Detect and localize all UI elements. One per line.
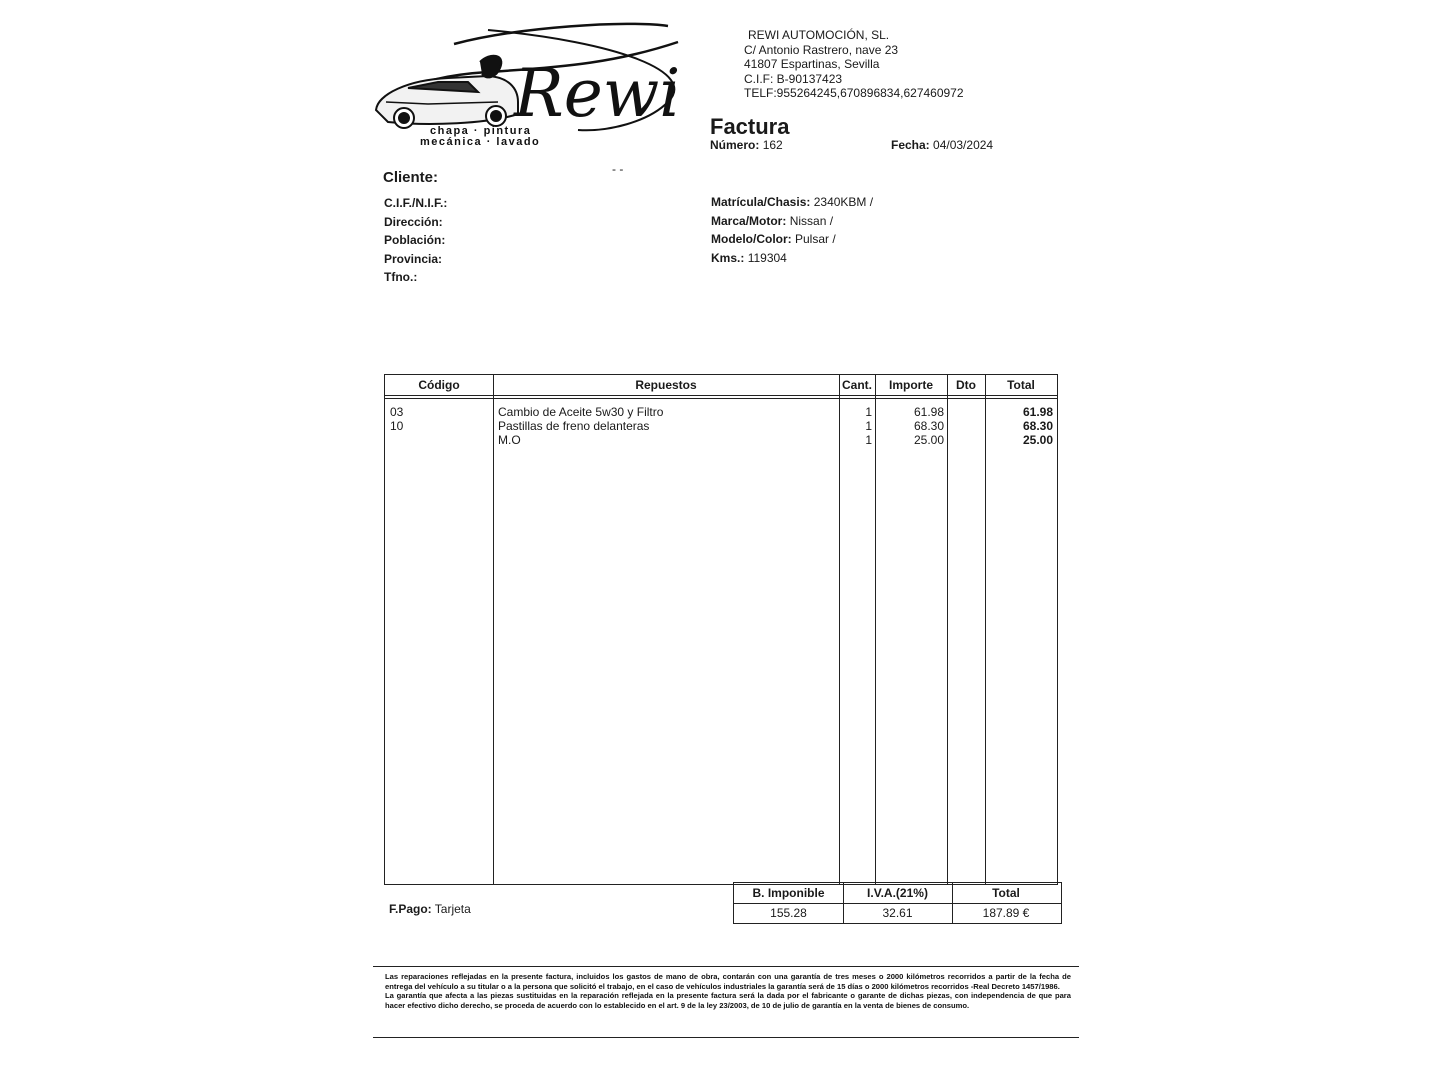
company-name: REWI AUTOMOCIÓN, SL. (748, 28, 890, 42)
logo-tagline-2: mecánica · lavado (420, 136, 541, 148)
vat-label: I.V.A.(21%) (867, 886, 928, 900)
row-1-item: Cambio de Aceite 5w30 y Filtro (498, 405, 664, 419)
legal-paragraph-2: La garantía que afecta a las piezas sustituidas en la reparación reflejada en la presente factura será la dada por el fabricante o garante de dichas piezas, con independencia de que para hacer efectivo dicho derecho, se proceda de acuerdo con lo establecido en el art. 9 de la ley 23/2003, de 10 de julio de garantía en la venta de bienes de consumo. (385, 991, 1071, 1010)
header-total: Total (1007, 378, 1035, 392)
client-heading: Cliente: (383, 169, 439, 186)
company-address: C/ Antonio Rastrero, nave 23 (744, 42, 899, 57)
vehicle-model (711, 230, 873, 249)
client-province-label: Provincia: (384, 251, 443, 266)
vat-value: 32.61 (882, 906, 913, 920)
vehicle-make-label: Marca/Motor: (711, 213, 787, 228)
client-cif-label: C.I.F./N.I.F.: (384, 196, 448, 210)
client-address-label: Dirección: (384, 214, 443, 229)
company-details (744, 28, 964, 101)
base-label: B. Imponible (752, 886, 825, 900)
vehicle-make (711, 212, 873, 231)
invoice-number (710, 138, 783, 152)
vehicle-kms (711, 249, 873, 268)
items-table (384, 374, 1058, 885)
row-1-qty: 1 (865, 405, 872, 419)
row-1-price: 61.98 (913, 405, 944, 419)
invoice-number-value: 162 (762, 138, 783, 152)
legal-paragraph-1: Las reparaciones reflejadas en la presente factura, incluidos los gastos de mano de obra, contarán con una garantía de tres meses o 2000 kilómetros recorridos a partir de la fecha de entrega del vehículo a su titular o a la persona que solicitó el trabajo, en el caso de vehículos industriales la garantía será de 15 días o 2000 kilómetros recorridos -Real Decreto 1457/1986. (385, 972, 1071, 991)
header-discount: Dto (956, 378, 976, 392)
client-name-placeholder: - - (612, 162, 624, 176)
vehicle-kms-value: 119304 (747, 250, 787, 265)
payment-value: Tarjeta (434, 902, 471, 916)
row-3-total: 25.00 (1022, 433, 1053, 447)
row-3-item: M.O (498, 433, 521, 447)
vehicle-model-label: Modelo/Color: (711, 232, 792, 246)
client-fields (384, 194, 447, 287)
payment-label: F.Pago: (389, 902, 432, 916)
logo-wordmark: Rewi (514, 55, 681, 132)
row-2-total: 68.30 (1022, 419, 1053, 433)
row-3-price: 25.00 (913, 433, 944, 447)
header-price: Importe (888, 378, 933, 392)
row-2-qty: 1 (865, 419, 872, 433)
row-2-code: 10 (390, 419, 404, 433)
invoice-date-value: 04/03/2024 (933, 138, 994, 152)
vehicle-model-value: Pulsar / (795, 232, 836, 246)
logo-tagline-1: chapa · pintura (430, 125, 532, 137)
company-cif: C.I.F: B-90137423 (744, 71, 843, 86)
row-1-total: 61.98 (1022, 405, 1053, 419)
invoice-date-label: Fecha: (891, 138, 930, 152)
vehicle-details (711, 193, 873, 267)
vehicle-plate (711, 193, 873, 212)
grand-total-value: 187.89 € (982, 906, 1030, 920)
base-value: 155.28 (770, 906, 807, 920)
company-phone: TELF:955264245,670896834,627460972 (744, 86, 964, 100)
payment-method (389, 902, 471, 916)
client-town-label: Población: (384, 233, 446, 247)
invoice-number-label: Número: (710, 138, 760, 152)
company-logo (368, 22, 698, 148)
header-qty: Cant. (842, 378, 872, 392)
vehicle-plate-value: 2340KBM / (813, 195, 874, 209)
row-3-qty: 1 (865, 433, 872, 447)
grand-total-label: Total (992, 886, 1020, 900)
vehicle-kms-label: Kms.: (711, 250, 745, 265)
car-icon (376, 56, 518, 128)
row-2-price: 68.30 (913, 419, 944, 433)
totals-table (733, 882, 1062, 924)
invoice-title: Factura (710, 114, 790, 139)
header-item: Repuestos (635, 378, 697, 392)
legal-notice (373, 966, 1079, 1038)
vehicle-make-value: Nissan / (789, 213, 834, 228)
row-1-code: 03 (390, 405, 404, 419)
header-code: Código (418, 378, 460, 392)
company-city: 41807 Espartinas, Sevilla (744, 57, 880, 71)
client-phone-label: Tfno.: (384, 270, 418, 284)
invoice-date (891, 138, 993, 152)
vehicle-plate-label: Matrícula/Chasis: (711, 195, 811, 209)
row-2-item: Pastillas de freno delanteras (498, 419, 650, 433)
